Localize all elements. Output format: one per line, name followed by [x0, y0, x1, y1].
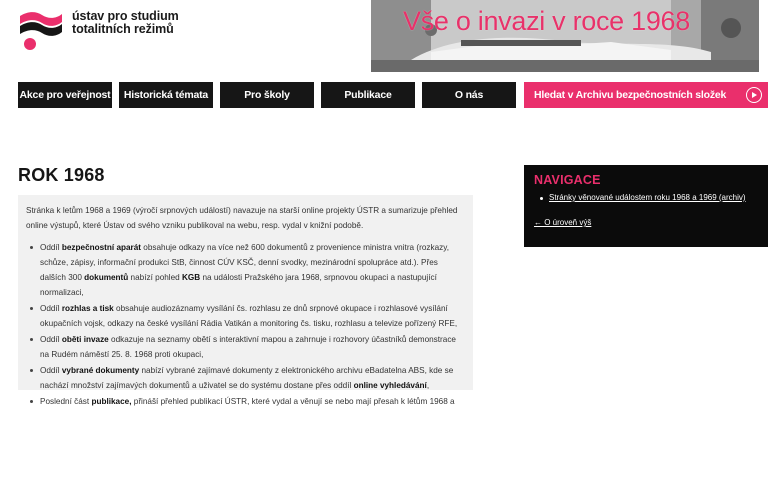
link-obeti-invaze[interactable]: oběti invaze	[61, 335, 109, 344]
list-item-text: na události Pražského jara 1968, srpnovou okupaci a nastupující normalizaci,	[40, 273, 437, 297]
nav-item-historicka-temata[interactable]: Historická témata	[119, 82, 213, 108]
list-item-publikace	[26, 394, 465, 409]
nav-item-publikace[interactable]: Publikace	[321, 82, 415, 108]
sidebar-navigation	[524, 165, 768, 247]
play-circle-icon	[746, 87, 762, 103]
main-nav	[0, 82, 768, 108]
logo-mark-icon	[18, 10, 64, 52]
page-title: ROK 1968	[18, 165, 105, 185]
nav-item-o-nas[interactable]: O nás	[422, 82, 516, 108]
section-list	[26, 240, 465, 409]
list-item-text: obsahuje odkazy na více než 600 dokumentů z provenience ministra vnitra (rozkazy, schůze, zápisy, informační produkci StB, činnost CÚV KSČ, denní svodky, mezinárodní spolupráce atd.). Přes dalších 300	[40, 243, 449, 282]
list-item-text: Oddíl	[40, 335, 62, 344]
banner-title: Vše o invazi v roce 1968	[403, 6, 690, 36]
link-kgb[interactable]: KGB	[182, 273, 201, 282]
archive-search-label: Hledat v Archivu bezpečnostních složek	[534, 89, 727, 101]
link-rozhlas-a-tisk[interactable]: rozhlas a tisk	[61, 304, 114, 313]
list-item-vybrane-dokumenty	[26, 363, 465, 393]
back-up-link[interactable]: ← O úroveň výš	[534, 218, 592, 227]
header-banner[interactable]	[371, 0, 759, 72]
list-item-obeti-invaze	[26, 332, 465, 362]
sidebar-title: NAVIGACE	[534, 173, 601, 187]
list-item-text: odkazuje na seznamy obětí s interaktivní mapou a zahrnuje i rozhovory účastníků demonstrace na Rudém náměstí 25. 8. 1968 proti okupaci,	[40, 335, 456, 359]
list-item-text: Oddíl	[40, 304, 62, 313]
list-item-text: Oddíl	[40, 366, 62, 375]
nav-item-akce[interactable]: Akce pro veřejnost	[18, 82, 112, 108]
site-logo[interactable]	[18, 10, 198, 52]
list-item-text: nabízí pohled	[128, 273, 182, 282]
list-item-text: přináší přehled publikací ÚSTR, které vydal a věnují se nebo mají přesah k létům 1968 a	[131, 397, 455, 406]
list-item-text: nabízí vybrané zajímavé dokumenty z elektronického archivu eBadatelna ABS, kde se nachází množství zajímavých dokumentů a uživatel se do systému dostane přes oddíl	[40, 366, 454, 390]
logo-line-2: totalitních režimů	[72, 22, 174, 36]
list-item-text: obsahuje audiozáznamy vysílání čs. rozhlasu ze dnů srpnové okupace i rozhlasové vysílání okupačních vojsk, odkazy na české vysílání Rádia Vatikán a monitoring čs. tisku, rozhlasu a televize pořízený RFE,	[40, 304, 458, 328]
list-item-text: ,	[426, 381, 430, 390]
sidebar-link-archive[interactable]: Stránky věnované událostem roku 1968 a 1969 (archiv)	[534, 193, 758, 202]
content-box	[18, 195, 473, 406]
archive-search-button[interactable]	[524, 82, 768, 108]
link-bezpecnostni-aparat[interactable]: bezpečnostní aparát	[61, 243, 142, 252]
logo-line-1: ústav pro studium	[72, 9, 179, 23]
link-vybrane-dokumenty[interactable]: vybrané dokumenty	[61, 366, 140, 375]
nav-item-pro-skoly[interactable]: Pro školy	[220, 82, 314, 108]
logo-text	[72, 10, 179, 36]
intro-paragraph: Stránka k letům 1968 a 1969 (výročí srpnových událostí) navazuje na starší online projekty ÚSTR a sumarizuje přehled online výstupů, které Ústav od svého vzniku publikoval na webu, resp. vydal v knižní podobě.	[26, 206, 458, 230]
list-item-bezpecnostni-aparat	[26, 240, 465, 300]
list-item-rozhlas-a-tisk	[26, 301, 465, 331]
link-online-vyhledavani[interactable]: online vyhledávání	[353, 381, 427, 390]
link-publikace[interactable]: publikace,	[91, 397, 132, 406]
list-item-text: Oddíl	[40, 243, 62, 252]
list-item-text: Poslední část	[40, 397, 92, 406]
link-dokumenty[interactable]: dokumentů	[84, 273, 129, 282]
